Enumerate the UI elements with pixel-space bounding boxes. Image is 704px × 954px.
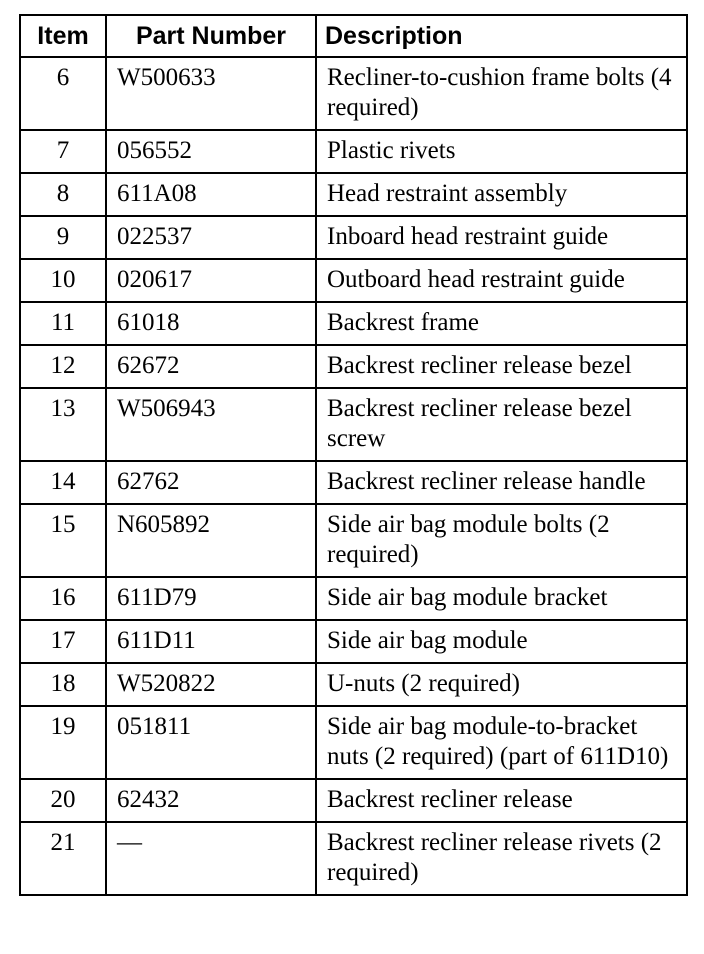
column-header-item: Item [20,15,106,57]
description-cell: Outboard head restraint guide [316,259,687,302]
description-cell: Backrest frame [316,302,687,345]
part-number-cell: W506943 [106,388,316,461]
table-row [20,259,687,302]
item-cell: 15 [20,504,106,577]
description-cell: Backrest recliner release [316,779,687,822]
part-number-cell: — [106,822,316,895]
table-row [20,663,687,706]
part-number-cell: 611D79 [106,577,316,620]
table-row [20,706,687,779]
item-cell: 14 [20,461,106,504]
part-number-cell: 020617 [106,259,316,302]
part-number-cell: 61018 [106,302,316,345]
table-row [20,57,687,130]
item-cell: 12 [20,345,106,388]
part-number-cell: 056552 [106,130,316,173]
description-cell: Backrest recliner release bezel [316,345,687,388]
item-cell: 13 [20,388,106,461]
item-cell: 8 [20,173,106,216]
description-cell: Inboard head restraint guide [316,216,687,259]
part-number-cell: W500633 [106,57,316,130]
item-cell: 7 [20,130,106,173]
description-cell: Side air bag module [316,620,687,663]
table-row [20,345,687,388]
table-row [20,577,687,620]
item-cell: 19 [20,706,106,779]
description-cell: Backrest recliner release bezel screw [316,388,687,461]
part-number-cell: 611A08 [106,173,316,216]
table-row [20,302,687,345]
part-number-cell: N605892 [106,504,316,577]
table-row [20,216,687,259]
description-cell: Side air bag module bracket [316,577,687,620]
table-row [20,822,687,895]
table-row [20,461,687,504]
description-cell: Side air bag module-to-bracket nuts (2 required) (part of 611D10) [316,706,687,779]
description-cell: Side air bag module bolts (2 required) [316,504,687,577]
part-number-cell: 62762 [106,461,316,504]
description-cell: Head restraint assembly [316,173,687,216]
header-row [20,15,687,57]
item-cell: 21 [20,822,106,895]
table-row [20,173,687,216]
part-number-cell: 62432 [106,779,316,822]
item-cell: 9 [20,216,106,259]
item-cell: 10 [20,259,106,302]
table-row [20,388,687,461]
description-cell: Backrest recliner release rivets (2 required) [316,822,687,895]
item-cell: 16 [20,577,106,620]
description-cell: Backrest recliner release handle [316,461,687,504]
description-cell: Plastic rivets [316,130,687,173]
table-header [20,15,687,57]
part-number-cell: 051811 [106,706,316,779]
item-cell: 11 [20,302,106,345]
table-row [20,504,687,577]
description-cell: Recliner-to-cushion frame bolts (4 required) [316,57,687,130]
part-number-cell: 611D11 [106,620,316,663]
item-cell: 18 [20,663,106,706]
column-header-part-number: Part Number [106,15,316,57]
part-number-cell: 022537 [106,216,316,259]
table-row [20,779,687,822]
table-body [20,57,687,895]
item-cell: 6 [20,57,106,130]
parts-table [19,14,688,896]
item-cell: 17 [20,620,106,663]
description-cell: U-nuts (2 required) [316,663,687,706]
item-cell: 20 [20,779,106,822]
table-row [20,620,687,663]
table-row [20,130,687,173]
column-header-description: Description [316,15,687,57]
part-number-cell: 62672 [106,345,316,388]
part-number-cell: W520822 [106,663,316,706]
